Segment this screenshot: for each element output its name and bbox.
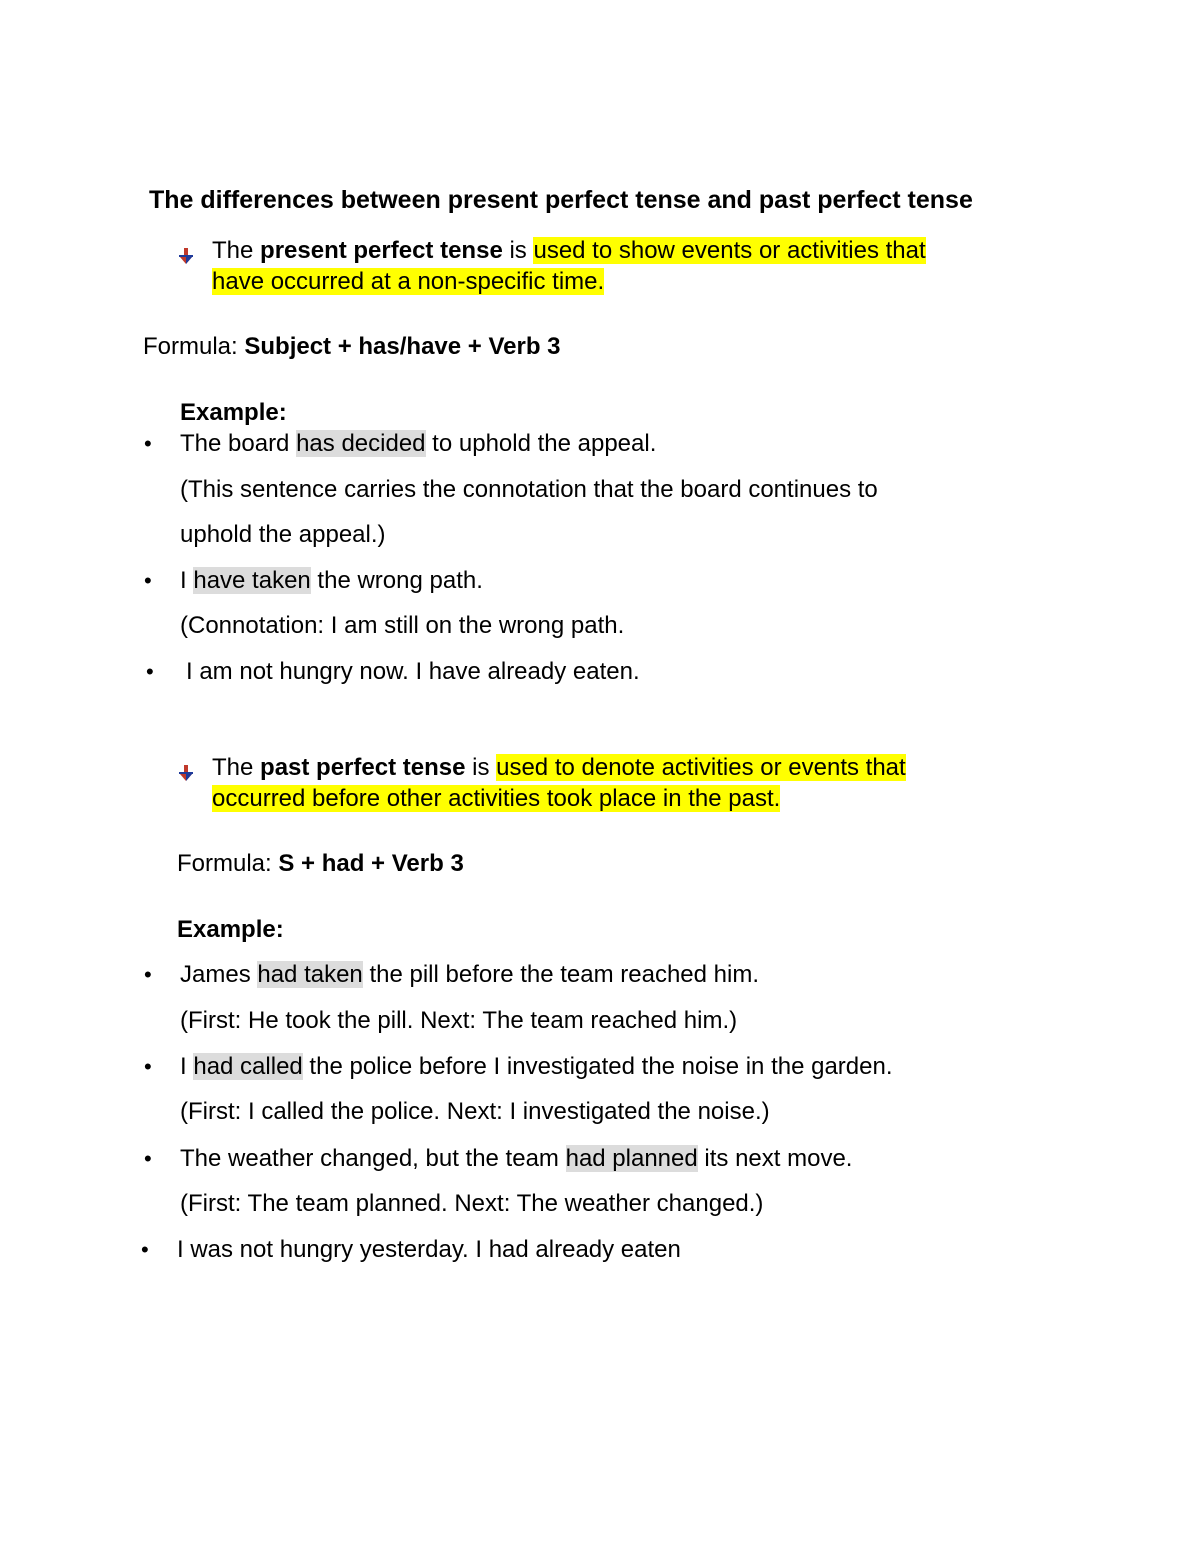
past-example-3-note: (First: The team planned. Next: The weather changed.) xyxy=(180,1190,764,1217)
past-example-1-note: (First: He took the pill. Next: The team reached him.) xyxy=(180,1007,738,1034)
bullet: • xyxy=(144,962,152,987)
bullet: • xyxy=(144,431,152,456)
past-intro-line2: occurred before other activities took place in the past. xyxy=(212,785,781,812)
present-example-2: I have taken the wrong path. xyxy=(180,567,483,594)
past-formula: Formula: S + had + Verb 3 xyxy=(177,850,464,877)
past-example-2-note: (First: I called the police. Next: I investigated the noise.) xyxy=(180,1098,770,1125)
past-term: past perfect tense xyxy=(260,754,466,781)
present-example-1-note: (This sentence carries the connotation that the board continues to xyxy=(180,476,878,503)
bullet: • xyxy=(144,1146,152,1171)
past-definition-highlight: used to denote activities or events that xyxy=(496,754,906,781)
present-intro-line1: The present perfect tense is used to show events or activities that xyxy=(212,237,926,264)
arrow-bullet-icon xyxy=(176,763,196,783)
past-intro-line1: The past perfect tense is used to denote activities or events that xyxy=(212,754,906,781)
bullet: • xyxy=(144,568,152,593)
present-example-label: Example: xyxy=(180,399,287,426)
past-example-2: I had called the police before I investigated the noise in the garden. xyxy=(180,1053,893,1080)
past-example-4: I was not hungry yesterday. I had already eaten xyxy=(177,1236,681,1263)
present-definition-highlight: used to show events or activities that xyxy=(533,237,926,264)
present-formula: Formula: Subject + has/have + Verb 3 xyxy=(143,333,561,360)
past-example-3: The weather changed, but the team had planned its next move. xyxy=(180,1145,853,1172)
bullet: • xyxy=(146,659,154,684)
past-example-label: Example: xyxy=(177,916,284,943)
bullet: • xyxy=(144,1054,152,1079)
page-title: The differences between present perfect tense and past perfect tense xyxy=(149,186,973,214)
present-example-1: The board has decided to uphold the appeal. xyxy=(180,430,657,457)
present-example-3: I am not hungry now. I have already eaten. xyxy=(186,658,640,685)
past-example-1: James had taken the pill before the team reached him. xyxy=(180,961,760,988)
present-term: present perfect tense xyxy=(260,237,503,264)
present-intro-line2: have occurred at a non-specific time. xyxy=(212,268,605,295)
present-example-1-note-cont: uphold the appeal.) xyxy=(180,521,386,548)
present-example-2-note: (Connotation: I am still on the wrong path. xyxy=(180,612,625,639)
arrow-bullet-icon xyxy=(176,246,196,266)
bullet: • xyxy=(141,1237,149,1262)
